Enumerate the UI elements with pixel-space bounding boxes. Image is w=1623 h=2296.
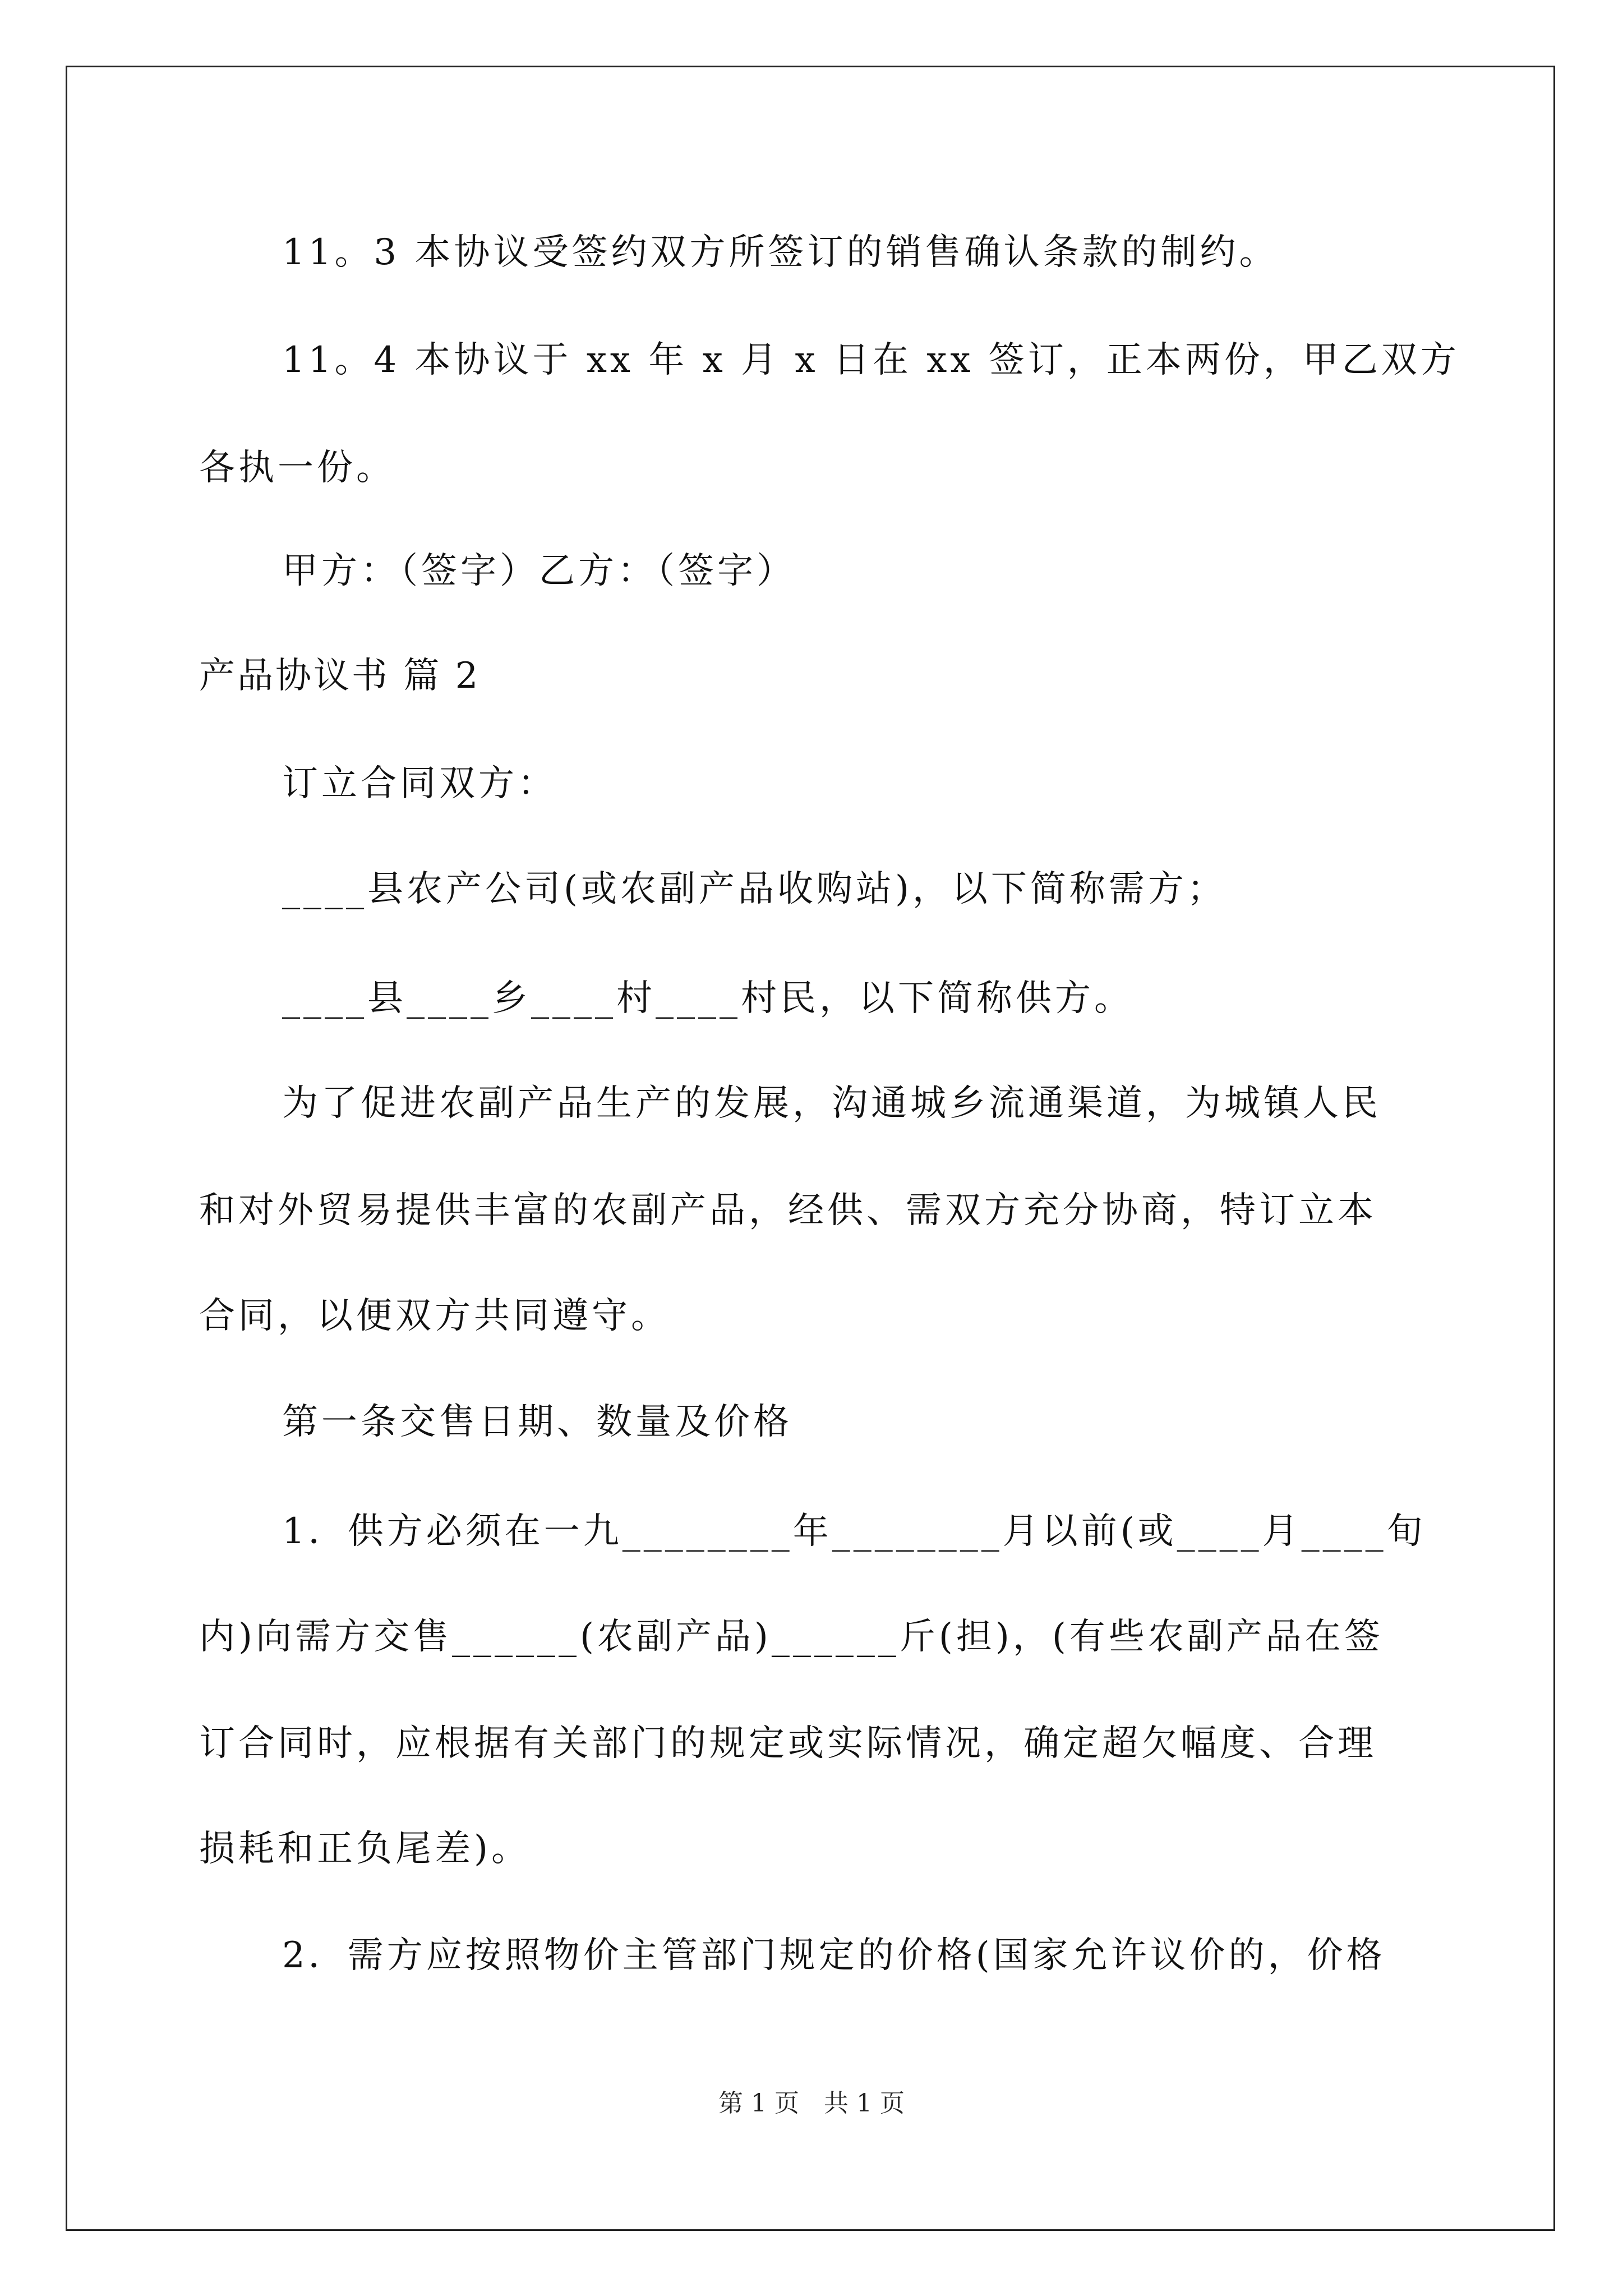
clause-11-4: 11。4 本协议于 xx 年 x 月 x 日在 xx 签订，正本两份，甲乙双方: [282, 339, 1460, 381]
signature-line: 甲方：（签字）乙方：（签字）: [282, 550, 796, 592]
page-border: [66, 66, 1555, 2231]
preamble-line-2: 和对外贸易提供丰富的农副产品，经供、需双方充分协商，特订立本: [199, 1190, 1377, 1231]
article-1-item-2-line-1: 2．需方应按照物价主管部门规定的价格(国家允许议价的，价格: [282, 1935, 1386, 1976]
article-1-item-1-line-4: 损耗和正负尾差)。: [199, 1828, 531, 1870]
article-1-item-1-line-1: 1．供方必须在一九________年________月以前(或____月____旬: [282, 1511, 1426, 1552]
parties-intro: 订立合同双方：: [282, 763, 557, 804]
party-buyer: ____县农产公司(或农副产品收购站)，以下简称需方；: [282, 868, 1227, 910]
article-1-item-1-line-3: 订合同时，应根据有关部门的规定或实际情况，确定超欠幅度、合理: [199, 1723, 1377, 1764]
clause-11-4-continued: 各执一份。: [199, 447, 395, 489]
section-heading: 产品协议书 篇 2: [199, 655, 481, 697]
clause-11-3: 11。3 本协议受签约双方所签订的销售确认条款的制约。: [282, 232, 1279, 273]
party-supplier: ____县____乡____村____村民，以下简称供方。: [282, 978, 1133, 1019]
article-1-title: 第一条交售日期、数量及价格: [282, 1401, 792, 1443]
preamble-line-1: 为了促进农副产品生产的发展，沟通城乡流通渠道，为城镇人民: [282, 1083, 1381, 1124]
preamble-line-3: 合同，以便双方共同遵守。: [199, 1295, 670, 1337]
page-number: 第 1 页 共 1 页: [718, 2089, 905, 2118]
article-1-item-1-line-2: 内)向需方交售______(农副产品)______斤(担)，(有些农副产品在签: [199, 1616, 1384, 1658]
